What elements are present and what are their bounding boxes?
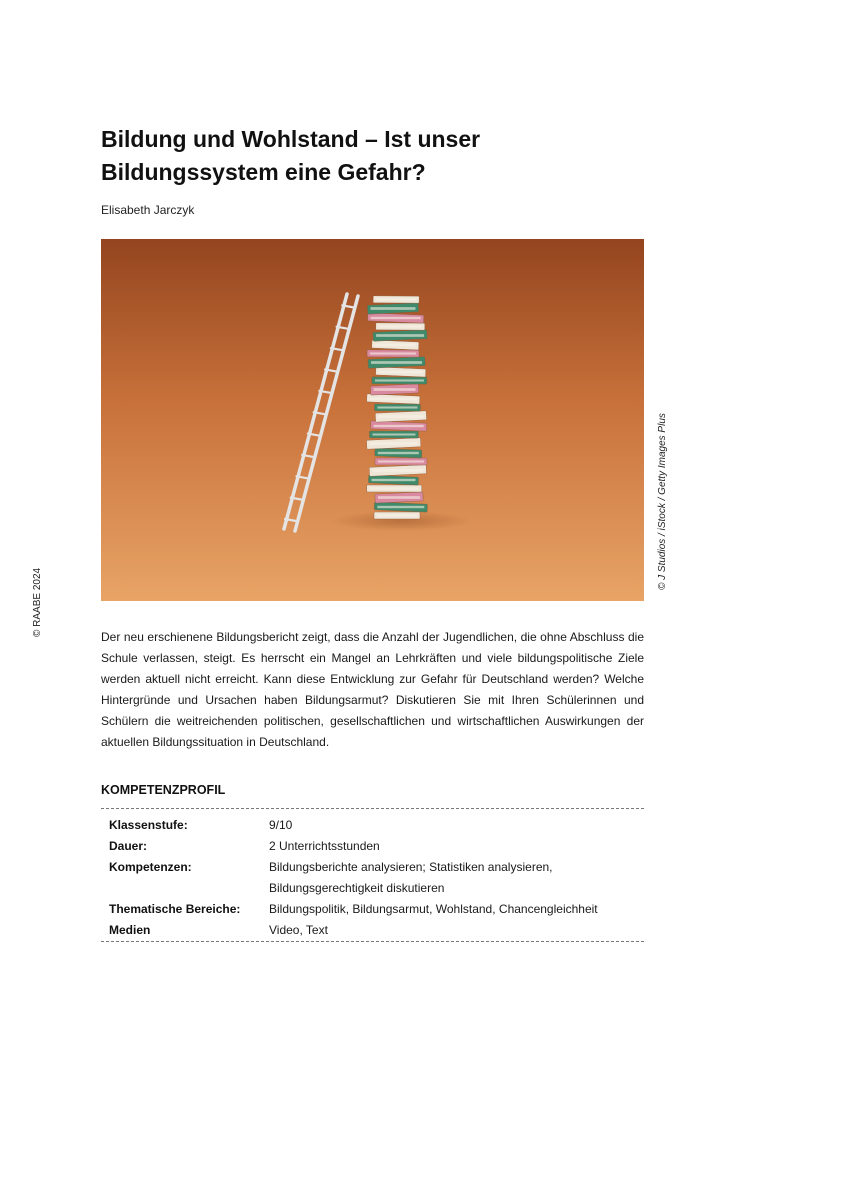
profile-value xyxy=(269,899,644,920)
book-pages xyxy=(374,388,416,391)
author-name: Elisabeth Jarczyk xyxy=(101,203,195,217)
profile-value xyxy=(269,836,644,857)
profile-value-line: Bildungsberichte analysieren; Statistiken analysieren, xyxy=(269,860,553,874)
title-line-1: Bildung und Wohlstand – Ist unser xyxy=(101,126,481,152)
profile-value-line: 9/10 xyxy=(269,818,293,832)
book-pages xyxy=(370,398,417,400)
title-line-2: Bildungssystem eine Gefahr? xyxy=(101,159,426,185)
profile-key: Kompetenzen: xyxy=(109,860,192,874)
book-pages xyxy=(371,317,421,319)
book-pages xyxy=(374,425,424,427)
book-pages xyxy=(370,442,418,445)
book-pages xyxy=(378,415,423,418)
book-pages xyxy=(375,379,424,381)
book-pages xyxy=(370,352,416,354)
competence-profile-heading: KOMPETENZPROFIL xyxy=(101,783,226,797)
book-pages xyxy=(375,344,416,346)
book-pages xyxy=(371,307,416,310)
profile-row-competences xyxy=(101,857,644,899)
hero-background xyxy=(101,239,644,601)
profile-value-line: Bildungspolitik, Bildungsarmut, Wohlstand, Chancengleichheit xyxy=(269,902,598,916)
book-pages xyxy=(376,334,424,337)
profile-key: Klassenstufe: xyxy=(109,818,188,832)
book-pages xyxy=(379,371,423,373)
book-pages xyxy=(377,406,417,408)
book-pages xyxy=(378,460,424,462)
intro-paragraph: Der neu erschienene Bildungsbericht zeigt, dass die Anzahl der Jugendlichen, die ohne Abschluss die Schule verlassen, steigt. Es herrscht ein Mangel an Lehrkräften und viele bildungspolitische Ziele werden aktuell nicht erreicht. Kann diese Entwicklung zur Gefahr für Deutschland werden? Welche Hintergründe und Ursachen haben Bildungsarmut? Diskutieren Sie mit Ihren Schülerinnen und Schülern die weitreichenden politischen, gesellschaftlichen und wirtschaftlichen Auswirkungen der aktuellen Bildungssituation in Deutschland. xyxy=(101,630,644,749)
profile-row-media xyxy=(101,920,644,941)
profile-value xyxy=(269,815,644,836)
profile-key: Medien xyxy=(109,923,151,937)
profile-key: Dauer: xyxy=(109,839,148,853)
profile-value-line: 2 Unterrichtsstunden xyxy=(269,839,380,853)
profile-value-line: Video, Text xyxy=(269,923,328,937)
profile-row-duration xyxy=(101,836,644,857)
book-pages xyxy=(377,514,417,516)
profile-key: Thematische Bereiche: xyxy=(109,902,241,916)
profile-value xyxy=(269,857,644,899)
book-pages xyxy=(372,433,415,435)
book-pages xyxy=(371,361,422,364)
profile-row-topics xyxy=(101,899,644,920)
book-pages xyxy=(378,452,419,454)
hero-image xyxy=(101,239,644,601)
profile-value-line: Bildungsgerechtigkeit diskutieren xyxy=(269,881,445,895)
profile-row-grade xyxy=(101,815,644,836)
book-pages xyxy=(372,469,423,472)
book-pages xyxy=(370,487,419,489)
document-title xyxy=(101,123,661,189)
copyright-notice: © RAABE 2024 xyxy=(32,567,43,637)
book-pages xyxy=(379,325,422,327)
book-pages xyxy=(371,479,415,481)
profile-value xyxy=(269,920,644,941)
book-pages xyxy=(376,298,416,300)
book-pages xyxy=(377,506,424,508)
image-credit: © J Studios / iStock / Getty Images Plus xyxy=(657,413,668,590)
book-stack-ladder-illustration xyxy=(101,239,644,601)
book-pages xyxy=(378,496,420,499)
competence-profile-table xyxy=(101,808,644,942)
book-stack xyxy=(367,296,428,519)
